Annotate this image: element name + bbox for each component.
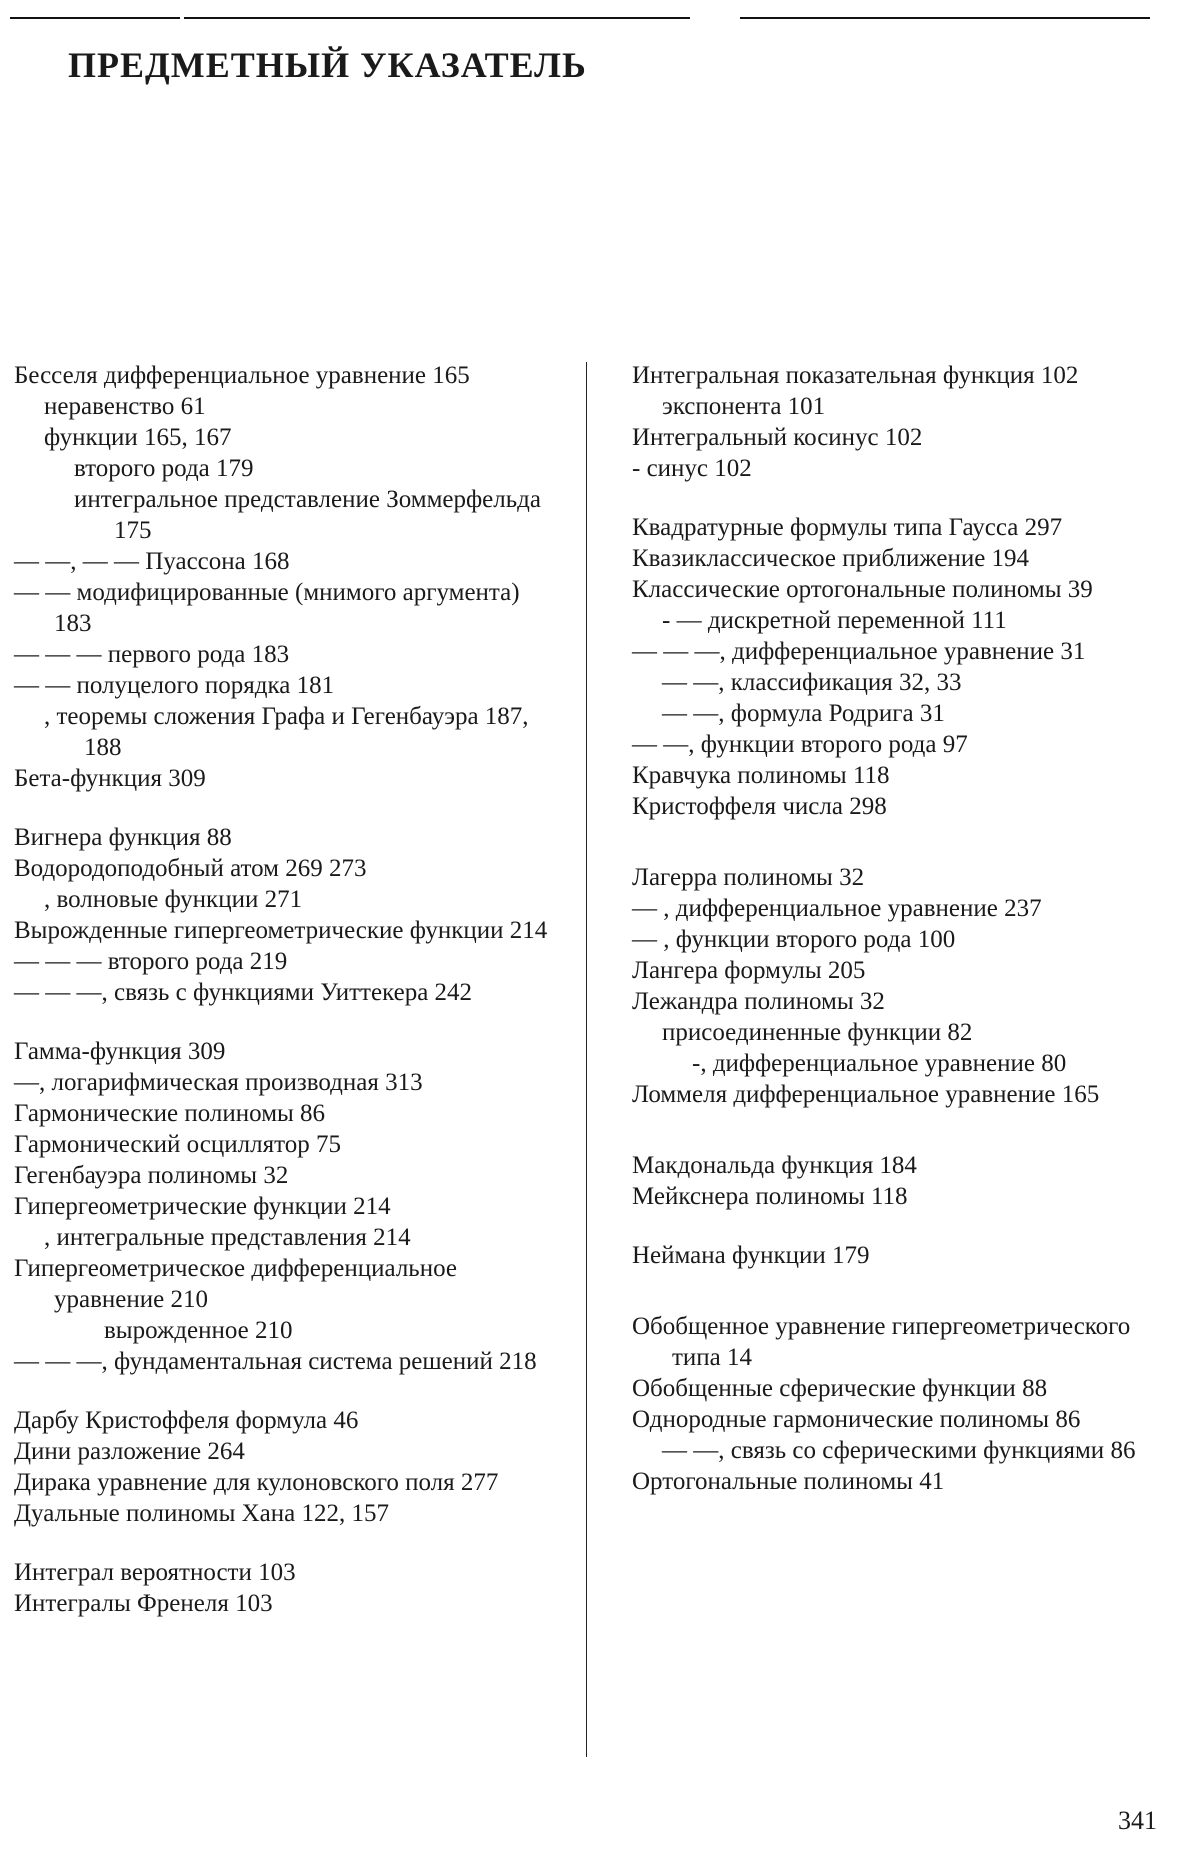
index-entry: Квадратурные формулы типа Гаусса 297 (632, 514, 1063, 541)
index-entry: Макдональда функция 184 (632, 1152, 917, 1179)
index-entry: — , функции второго рода 100 (632, 926, 956, 953)
index-entry: — — —, дифференциальное уравнение 31 (632, 638, 1086, 665)
index-column-left (14, 360, 554, 1619)
index-entry: Гамма-функция 309 (14, 1038, 226, 1065)
index-entry: , теоремы сложения Графа и Гегенбауэра 187, 188 (44, 703, 529, 761)
index-entry: Мейкснера полиномы 118 (632, 1183, 908, 1210)
index-entry: Дуальные полиномы Хана 122, 157 (14, 1500, 389, 1527)
index-entry: Кравчука полиномы 118 (632, 762, 890, 789)
index-entry: Ломмеля дифференциальное уравнение 165 (632, 1081, 1100, 1108)
index-entry: , интегральные представления 214 (44, 1224, 411, 1251)
index-entry: Гегенбауэра полиномы 32 (14, 1162, 289, 1189)
index-entry: - — дискретной переменной 111 (662, 607, 1007, 634)
index-entry: Интегральная показательная функция 102 (632, 362, 1079, 389)
index-entry: — — —, фундаментальная система решений 218 (14, 1348, 537, 1375)
index-entry: Лежандра полиномы 32 (632, 988, 885, 1015)
index-entry: Кристоффеля числа 298 (632, 793, 887, 820)
index-entry: присоединенные функции 82 (662, 1019, 973, 1046)
index-entry: — — — первого рода 183 (14, 641, 290, 668)
index-entry: Лагерра полиномы 32 (632, 864, 865, 891)
top-rule (740, 17, 1150, 19)
index-entry: Однородные гармонические полиномы 86 (632, 1406, 1081, 1433)
index-entry: Водородоподобный атом 269 273 (14, 855, 367, 882)
index-entry: функции 165, 167 (44, 424, 232, 451)
index-entry: Вигнера функция 88 (14, 824, 232, 851)
index-entry: Лангера формулы 205 (632, 957, 866, 984)
index-entry: — — полуцелого порядка 181 (14, 672, 335, 699)
index-entry: — — модифицированные (мнимого аргумента) 183 (14, 579, 520, 637)
index-entry: Бета-функция 309 (14, 765, 206, 792)
index-entry: - синус 102 (632, 455, 752, 482)
index-entry: — — —, связь с функциями Уиттекера 242 (14, 979, 473, 1006)
index-entry: второго рода 179 (74, 455, 254, 482)
top-rule (10, 17, 180, 19)
index-entry: интегральное представление Зоммерфельда 175 (74, 486, 541, 544)
index-entry: Интегральный косинус 102 (632, 424, 923, 451)
index-entry: Гипергеометрическое дифференциальное уравнение 210 (14, 1255, 457, 1313)
index-entry: — —, формула Родрига 31 (662, 700, 945, 727)
top-rule (184, 17, 690, 19)
index-entry: Бесселя дифференциальное уравнение 165 (14, 362, 470, 389)
index-entry: Гармонический осциллятор 75 (14, 1131, 341, 1158)
index-entry: Обобщенные сферические функции 88 (632, 1375, 1048, 1402)
index-entry: — — — второго рода 219 (14, 948, 288, 975)
index-entry: Дирака уравнение для кулоновского поля 277 (14, 1469, 499, 1496)
index-entry: Интегралы Френеля 103 (14, 1590, 273, 1617)
page-title: ПРЕДМЕТНЫЙ УКАЗАТЕЛЬ (68, 45, 587, 85)
index-entry: Гармонические полиномы 86 (14, 1100, 326, 1127)
index-entry: Квазиклассическое приближение 194 (632, 545, 1030, 572)
column-divider (586, 362, 587, 1757)
index-entry: Ортогональные полиномы 41 (632, 1468, 945, 1495)
index-entry: — —, классификация 32, 33 (662, 669, 962, 696)
index-entry: экспонента 101 (662, 393, 826, 420)
index-entry: Обобщенное уравнение гипергеометрического типа 14 (632, 1313, 1131, 1371)
index-entry: Неймана функции 179 (632, 1242, 870, 1269)
index-entry: — , дифференциальное уравнение 237 (632, 895, 1042, 922)
index-entry: Интеграл вероятности 103 (14, 1559, 296, 1586)
index-entry: -, дифференциальное уравнение 80 (692, 1050, 1067, 1077)
index-entry: неравенство 61 (44, 393, 206, 420)
index-entry: — —, функции второго рода 97 (632, 731, 968, 758)
index-entry: Гипергеометрические функции 214 (14, 1193, 391, 1220)
index-entry: Вырожденные гипергеометрические функции 214 (14, 917, 548, 944)
index-entry: Дарбу Кристоффеля формула 46 (14, 1407, 359, 1434)
index-entry: , волновые функции 271 (44, 886, 303, 913)
index-entry: — —, связь со сферическими функциями 86 (662, 1437, 1136, 1464)
index-entry: Дини разложение 264 (14, 1438, 245, 1465)
page-number: 341 (1118, 1806, 1157, 1835)
index-entry: вырожденное 210 (104, 1317, 293, 1344)
index-entry: —, логарифмическая производная 313 (14, 1069, 423, 1096)
index-entry: Классические ортогональные полиномы 39 (632, 576, 1093, 603)
index-column-right (632, 360, 1164, 1497)
index-entry: — —, — — Пуассона 168 (14, 548, 290, 575)
